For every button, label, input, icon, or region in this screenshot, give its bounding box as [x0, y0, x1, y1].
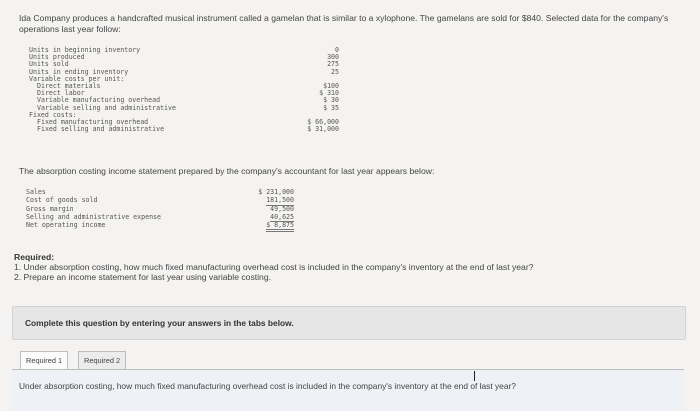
data-value: $ 31,000 [307, 125, 339, 134]
absorption-income-statement [26, 188, 294, 229]
data-label: Units produced [29, 53, 85, 62]
problem-intro: Ida Company produces a handcrafted musical instrument called a gamelan that is similar to a xylophone. The gamelans are sold for $840. Selected data for the company's operations last year follow: [19, 13, 669, 34]
tab-required-2[interactable]: Required 2 [78, 351, 126, 370]
income-row-sales [26, 188, 294, 196]
answer-question-text: Under absorption costing, how much fixed manufacturing overhead cost is included in the company's inventory at the end of last year? [19, 381, 516, 391]
instructions-text: Complete this question by entering your answers in the tabs below. [25, 318, 294, 328]
data-label: Direct materials [37, 81, 101, 90]
income-value: $ 231,000 [258, 188, 294, 196]
income-label: Sales [26, 188, 46, 196]
instructions-banner [12, 306, 686, 340]
data-value: 0 [335, 46, 339, 54]
data-value: $ 35 [323, 103, 339, 112]
income-row-selling-admin [26, 213, 294, 221]
absorption-statement-intro: The absorption costing income statement prepared by the company's accountant for last year appears below: [19, 166, 435, 176]
text-cursor-icon [474, 371, 475, 381]
income-value: 49,500 [270, 204, 294, 213]
tab-required-1[interactable]: Required 1 [20, 351, 68, 370]
required-item-1: 1. Under absorption costing, how much fixed manufacturing overhead cost is included in the company's inventory at the end of last year? [14, 262, 534, 273]
data-label: Direct labor [37, 89, 85, 98]
income-row-gross-margin [26, 205, 294, 213]
required-item-2: 2. Prepare an income statement for last year using variable costing. [14, 272, 271, 283]
data-label: Units sold [29, 60, 69, 69]
required-section [14, 252, 694, 283]
income-row-cogs [26, 196, 294, 204]
required-title: Required: [14, 252, 55, 262]
answer-panel [12, 369, 684, 411]
data-label: Variable costs per unit: [29, 74, 125, 83]
data-row-units-produced [29, 54, 339, 61]
data-value: 275 [327, 60, 339, 69]
income-label: Gross margin [26, 204, 74, 213]
data-label: Units in beginning inventory [29, 46, 141, 54]
data-row-fixed-selling-admin [29, 126, 339, 133]
data-value: $ 66,000 [307, 117, 339, 126]
data-value: $100 [323, 81, 339, 90]
data-value: $ 310 [319, 89, 339, 98]
data-label: Fixed costs: [29, 110, 77, 119]
income-value: 181,500 [266, 196, 294, 205]
income-label: Selling and administrative expense [26, 212, 161, 221]
income-row-net-operating-income [26, 221, 294, 229]
data-label: Units in ending inventory [29, 67, 129, 76]
operations-data-table [29, 47, 339, 133]
income-value: $ 8,875 [266, 221, 294, 232]
data-label: Variable manufacturing overhead [37, 96, 161, 105]
income-label: Net operating income [26, 221, 106, 230]
income-label: Cost of goods sold [26, 196, 98, 205]
income-value: 40,625 [270, 212, 294, 221]
data-value: 300 [327, 53, 339, 62]
data-label: Fixed selling and administrative [37, 125, 165, 134]
data-label: Fixed manufacturing overhead [37, 117, 149, 126]
data-label: Variable selling and administrative [37, 103, 176, 112]
data-value: 25 [331, 67, 339, 76]
data-value: $ 30 [323, 96, 339, 105]
